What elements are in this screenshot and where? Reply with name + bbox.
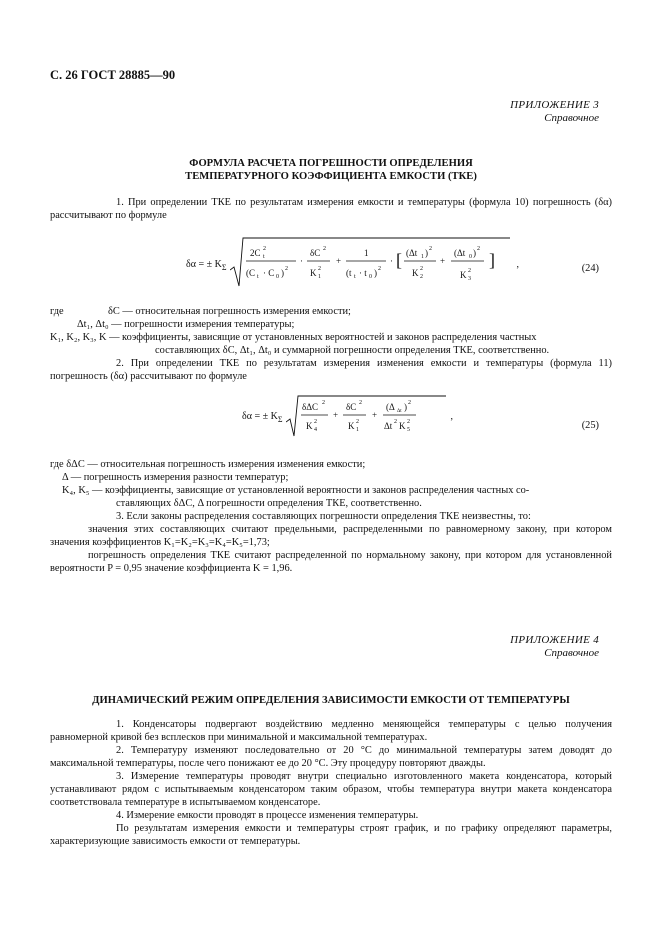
svg-text:1: 1	[421, 254, 425, 260]
svg-text:): )	[473, 248, 477, 258]
svg-text:2: 2	[322, 400, 326, 406]
svg-text:K: K	[310, 268, 317, 278]
formula-25-lhs: δα = ± K	[242, 410, 278, 422]
svg-text:K: K	[348, 421, 355, 431]
appendix-3-paragraph-3: 3. Если законы распределения составляющих погрешности определения ТКЕ неизвестны, то:	[116, 511, 531, 522]
appendix-3-title-line2: ТЕМПЕРАТУРНОГО КОЭФФИЦИЕНТА ЕМКОСТИ (ТКЕ)	[185, 171, 477, 182]
svg-text:δC: δC	[310, 248, 321, 258]
svg-text:+: +	[372, 410, 378, 420]
appendix-3-label-block	[510, 99, 599, 125]
svg-text:2: 2	[378, 266, 382, 272]
svg-text:·: ·	[390, 256, 394, 266]
formula-24-number: (24)	[581, 263, 599, 274]
svg-text:2: 2	[407, 419, 411, 425]
svg-text:2: 2	[285, 266, 289, 272]
svg-text:(t: (t	[346, 268, 352, 278]
svg-text:2: 2	[408, 400, 412, 406]
svg-text:2: 2	[394, 419, 398, 425]
appendix-3-label: ПРИЛОЖЕНИЕ 3	[510, 99, 599, 111]
svg-text:2: 2	[429, 246, 433, 252]
appendix-4-paragraph-5: По результатам измерения емкости и температуры строят график, и по графику определяют параметры, характеризующие зависимость емкости от температуры.	[50, 823, 612, 847]
appendix-4-paragraph-1: 1. Конденсаторы подвергают воздействию медленно меняющейся температуры с целью получения равномерной кривой без всплесков при минимальной и максимальной температурах.	[50, 719, 612, 743]
appendix-3-paragraph-2: 2. При определении ТКЕ по результатам измерения изменения емкости и температуры (формула 11) погрешность (δα) рассчитывают по формуле	[50, 358, 612, 382]
svg-text:t: t	[257, 274, 260, 280]
svg-text:3: 3	[468, 276, 472, 282]
svg-text:+: +	[440, 256, 446, 266]
appendix-4-paragraph-3: 3. Измерение температуры проводят внутри специально изготовленного макета конденсатора, который устанавливают рядом с испытываемым конденсатором таким образом, чтобы температура внутри макета конденсатора соответствовала температуре в испытываемом конденсаторе.	[50, 771, 612, 808]
where-label: где	[50, 306, 64, 317]
svg-text:1: 1	[364, 248, 369, 258]
formula-24-lhs: δα = ± K	[186, 258, 222, 270]
definition-dt: Δt₁, Δt₀ — погрешности измерения температуры;	[77, 319, 295, 330]
appendix-3-paragraph-3a: значения этих составляющих считают предельными, распределенными по равномерному закону, при котором значения коэффициентов K₁=K₂=K₃=K₄=K₅=1,73;	[50, 524, 612, 548]
formula-25: δα = ± K Σ δΔC 2 K 4 2 + δC 2 K 1 2 + (Δ Δt ) 2 Δt 2 K 5 2 ,	[242, 394, 453, 438]
appendix-3-title	[50, 157, 612, 183]
svg-text:2: 2	[263, 246, 267, 252]
svg-text:2: 2	[356, 419, 360, 425]
svg-text:(Δ: (Δ	[386, 402, 396, 412]
svg-text:1: 1	[318, 274, 322, 280]
svg-text:t: t	[263, 254, 266, 260]
svg-text:+: +	[336, 256, 342, 266]
appendix-3-definitions-2	[50, 458, 612, 510]
svg-text:0: 0	[276, 274, 280, 280]
svg-text:K: K	[412, 268, 419, 278]
page-header: С. 26 ГОСТ 28885—90	[50, 68, 176, 82]
svg-text:· C: · C	[263, 268, 275, 278]
appendix-4-paragraph-4: 4. Измерение емкости проводят в процессе изменения температуры.	[116, 810, 419, 821]
definition-k-line2: составляющих δC, Δt₁, Δt₀ и суммарной погрешности определения ТКЕ, соответственно.	[155, 345, 550, 356]
svg-text:2: 2	[318, 266, 322, 272]
svg-text:(Δt: (Δt	[406, 248, 418, 258]
definition-dDC: где δΔC — относительная погрешность измерения изменения емкости;	[50, 459, 366, 470]
appendix-4-type: Справочное	[544, 647, 599, 659]
svg-text:(C: (C	[246, 268, 256, 278]
svg-text:1: 1	[356, 427, 360, 433]
svg-text:0: 0	[369, 274, 373, 280]
svg-text:(Δt: (Δt	[454, 248, 466, 258]
svg-text:2: 2	[468, 268, 472, 274]
svg-text:· t: · t	[359, 268, 368, 278]
svg-text:K: K	[399, 421, 406, 431]
svg-text:]: ]	[489, 250, 496, 270]
svg-text:): )	[425, 248, 429, 258]
appendix-4-label-block	[510, 634, 599, 660]
svg-text:): )	[374, 268, 378, 278]
definition-k45-line1: K₄, K₅ — коэффициенты, зависящие от установленной вероятности и законов распределения частных со-	[62, 485, 530, 496]
appendix-3-definitions-1	[50, 305, 612, 357]
formula-25-number: (25)	[581, 420, 599, 431]
svg-text:): )	[281, 268, 285, 278]
definition-dC: δC — относительная погрешность измерения емкости;	[108, 306, 351, 317]
svg-text:[: [	[396, 250, 403, 270]
appendix-3-paragraph-1: 1. При определении ТКЕ по результатам измерения емкости и температуры (формула 10) погрешность (δα) рассчитывают по формуле	[50, 197, 612, 221]
svg-text:·: ·	[300, 256, 304, 266]
appendix-4-title: ДИНАМИЧЕСКИЙ РЕЖИМ ОПРЕДЕЛЕНИЯ ЗАВИСИМОСТИ ЕМКОСТИ ОТ ТЕМПЕРАТУРЫ	[92, 695, 570, 706]
formula-24-radical	[230, 236, 510, 292]
svg-text:2: 2	[477, 246, 481, 252]
appendix-3-title-line1: ФОРМУЛА РАСЧЕТА ПОГРЕШНОСТИ ОПРЕДЕЛЕНИЯ	[189, 158, 473, 169]
appendix-3-paragraph-3b: погрешность определения ТКЕ считают распределенной по нормальному закону, при котором для установленной вероятности P = 0,95 значение коэффициента K = 1,96.	[50, 550, 612, 574]
svg-text:δC: δC	[346, 402, 357, 412]
svg-text:0: 0	[469, 254, 473, 260]
svg-text:K: K	[460, 270, 467, 280]
svg-text:): )	[404, 402, 408, 412]
svg-text:2: 2	[323, 246, 327, 252]
svg-text:2: 2	[420, 266, 424, 272]
appendix-4-paragraph-2: 2. Температуру изменяют последовательно от 20 °С до минимальной температуры затем доводят до максимальной температуры, после чего понижают ее до 20 °С. Эту процедуру повторяют дважды.	[50, 745, 612, 769]
svg-text:2C: 2C	[250, 248, 261, 258]
svg-text:4: 4	[314, 427, 318, 433]
svg-text:5: 5	[407, 427, 411, 433]
svg-text:2: 2	[420, 274, 424, 280]
svg-text:Δt: Δt	[397, 409, 403, 414]
svg-text:Δt: Δt	[384, 421, 393, 431]
definition-k45-line2: ставляющих δΔC, Δ погрешности определения ТКЕ, соответственно.	[116, 498, 422, 509]
svg-text:K: K	[306, 421, 313, 431]
definition-k-line1: K₁, K₂, K₃, K — коэффициенты, зависящие от установленных вероятностей и законов распределения частных	[50, 332, 537, 343]
appendix-3-type: Справочное	[544, 112, 599, 124]
svg-text:2: 2	[359, 400, 363, 406]
formula-24: δα = ± K Σ 2C t 2 (C t · C 0 ) 2 · δC 2 K 1 2 + 1 (t t · t 0 ) 2 · [ (Δt 1 ) 2 K 2 2 + (Δt 0 ) 2 K 3 2 ] ,	[186, 236, 519, 292]
appendix-4-label: ПРИЛОЖЕНИЕ 4	[510, 634, 599, 646]
svg-text:δΔC: δΔC	[302, 402, 319, 412]
svg-text:+: +	[333, 410, 339, 420]
formula-25-radical	[286, 394, 446, 438]
svg-text:2: 2	[314, 419, 318, 425]
definition-delta: Δ — погрешность измерения разности температур;	[62, 472, 289, 483]
svg-text:t: t	[354, 274, 357, 280]
